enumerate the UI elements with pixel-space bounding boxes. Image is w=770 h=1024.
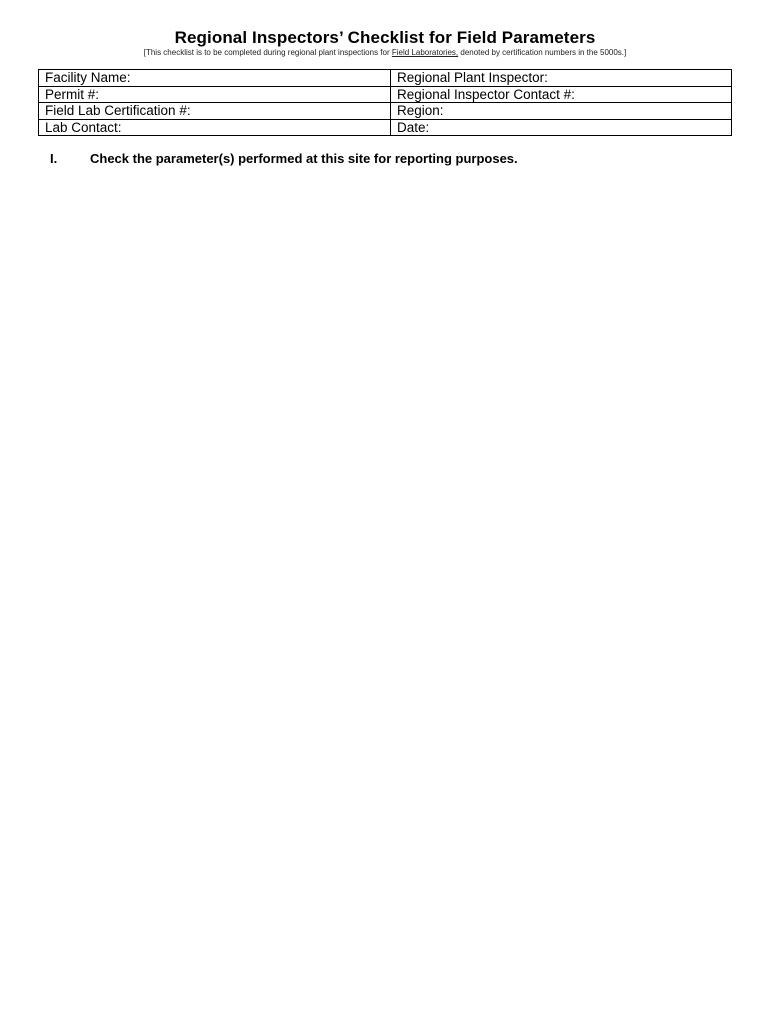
permit-number-label: Permit #: [39,86,391,103]
section-heading-text: Check the parameter(s) performed at this site for reporting purposes. [90,151,518,166]
field-laboratories-underlined: Field Laboratories, [391,48,459,57]
regional-inspector-contact-label: Regional Inspector Contact #: [391,86,732,103]
subtitle-text-start: [This checklist is to be completed during regional plant inspections for [143,48,392,57]
table-row [39,103,732,120]
facility-name-label: Facility Name: [39,70,391,87]
subtitle-text-end: denoted by certification numbers in the 5000s.] [458,48,627,57]
field-lab-certification-label: Field Lab Certification #: [39,103,391,120]
page-subtitle [0,48,770,57]
table-row [39,86,732,103]
table-row [39,119,732,136]
table-row [39,70,732,87]
facility-info-table [38,69,732,136]
lab-contact-label: Lab Contact: [39,119,391,136]
page-title: Regional Inspectors’ Checklist for Field Parameters [174,28,596,47]
regional-plant-inspector-label: Regional Plant Inspector: [391,70,732,87]
section-number: I. [50,151,58,166]
region-label: Region: [391,103,732,120]
section-1-heading [50,151,518,166]
date-label: Date: [391,119,732,136]
